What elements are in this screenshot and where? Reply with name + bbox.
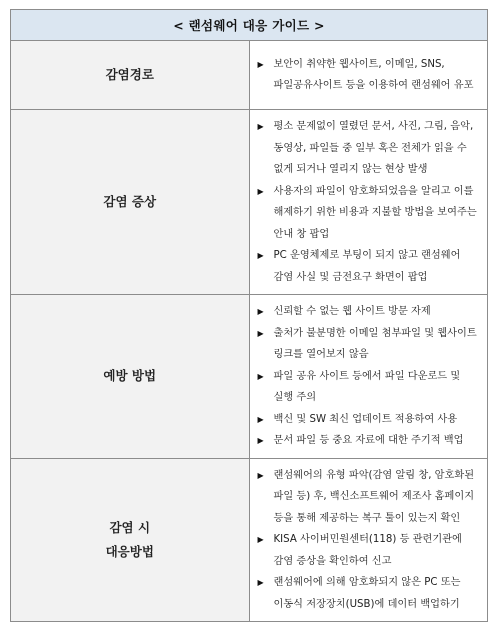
section-infection-route xyxy=(11,41,488,110)
bullet-arrow-icon: ▶ xyxy=(257,578,264,587)
bullet-arrow-icon: ▶ xyxy=(257,470,264,480)
item-text: 문서 파일 등 중요 자료에 대한 주기적 백업 xyxy=(273,435,464,446)
section-prevention xyxy=(11,295,488,459)
item-text: PC 운영체제로 부팅이 되지 않고 랜섬웨어 감염 사실 및 금전요구 화면이 팝업 xyxy=(273,250,461,283)
bullet-arrow-icon: ▶ xyxy=(257,307,264,316)
bullet-arrow-icon: ▶ xyxy=(257,251,264,260)
list-item xyxy=(258,430,482,452)
list-item xyxy=(258,245,482,288)
list-item xyxy=(258,323,482,366)
section-label-response-line2: 대응방법 xyxy=(105,543,154,559)
list-item xyxy=(258,465,482,530)
list-item xyxy=(258,529,482,572)
list-item xyxy=(258,116,482,181)
bullet-arrow-icon: ▶ xyxy=(257,371,264,381)
list-item xyxy=(258,366,482,409)
list-item xyxy=(258,54,482,97)
section-label-response-line1: 감염 시 xyxy=(109,519,151,535)
list-item xyxy=(258,409,482,431)
item-text: 신뢰할 수 없는 웹 사이트 방문 자제 xyxy=(273,306,431,317)
section-label-symptoms: 감염 증상 xyxy=(11,110,250,295)
section-label-response xyxy=(11,458,250,622)
item-text: KISA 사이버민원센터(118) 등 관련기관에 감염 증상을 확인하여 신고 xyxy=(273,534,462,567)
section-response xyxy=(11,458,488,622)
item-text: 랜섬웨어의 유형 파악(감염 알림 창, 암호화된 파일 등) 후, 백신소프트웨어 제조사 홈페이지 등을 통해 제공하는 복구 툴이 있는지 확인 xyxy=(273,469,475,524)
bullet-arrow-icon: ▶ xyxy=(257,328,264,338)
item-text: 사용자의 파일이 암호화되었음을 알리고 이를 해제하기 위한 비용과 지불할 방법을 보여주는 안내 창 팝업 xyxy=(273,185,477,240)
list-item xyxy=(258,301,482,323)
bullet-arrow-icon: ▶ xyxy=(257,436,264,445)
bullet-arrow-icon: ▶ xyxy=(257,59,264,69)
section-symptoms xyxy=(11,110,488,295)
section-content-symptoms xyxy=(249,110,488,295)
ransomware-guide-table xyxy=(10,9,488,622)
bullet-arrow-icon: ▶ xyxy=(257,122,264,131)
item-text: 파일 공유 사이트 등에서 파일 다운로드 및 실행 주의 xyxy=(273,370,461,403)
section-content-response xyxy=(249,458,488,622)
item-text: 랜섬웨어에 의해 암호화되지 않은 PC 또는 이동식 저장장치(USB)에 데이터 백업하기 xyxy=(273,577,461,610)
item-text: 보안이 취약한 웹사이트, 이메일, SNS, 파일공유사이트 등을 이용하여 랜섬웨어 유포 xyxy=(273,58,474,91)
list-item xyxy=(258,181,482,246)
bullet-arrow-icon: ▶ xyxy=(257,535,264,544)
list-item xyxy=(258,572,482,615)
section-content-prevention xyxy=(249,295,488,459)
section-content-infection-route xyxy=(249,41,488,110)
item-text: 평소 문제없이 열렸던 문서, 사진, 그림, 음악, 동영상, 파일들 중 일부 혹은 전체가 읽을 수 없게 되거나 열리지 않는 현상 발생 xyxy=(273,121,474,175)
section-label-prevention: 예방 방법 xyxy=(11,295,250,459)
section-label-infection-route: 감염경로 xyxy=(11,41,250,110)
guide-title: < 랜섬웨어 대응 가이드 > xyxy=(11,10,488,41)
title-row xyxy=(11,10,488,41)
item-text: 출처가 불분명한 이메일 첨부파일 및 웹사이트 링크를 열어보지 않음 xyxy=(273,327,477,360)
bullet-arrow-icon: ▶ xyxy=(257,186,264,196)
item-text: 백신 및 SW 최신 업데이트 적용하여 사용 xyxy=(273,413,458,425)
bullet-arrow-icon: ▶ xyxy=(257,414,264,424)
